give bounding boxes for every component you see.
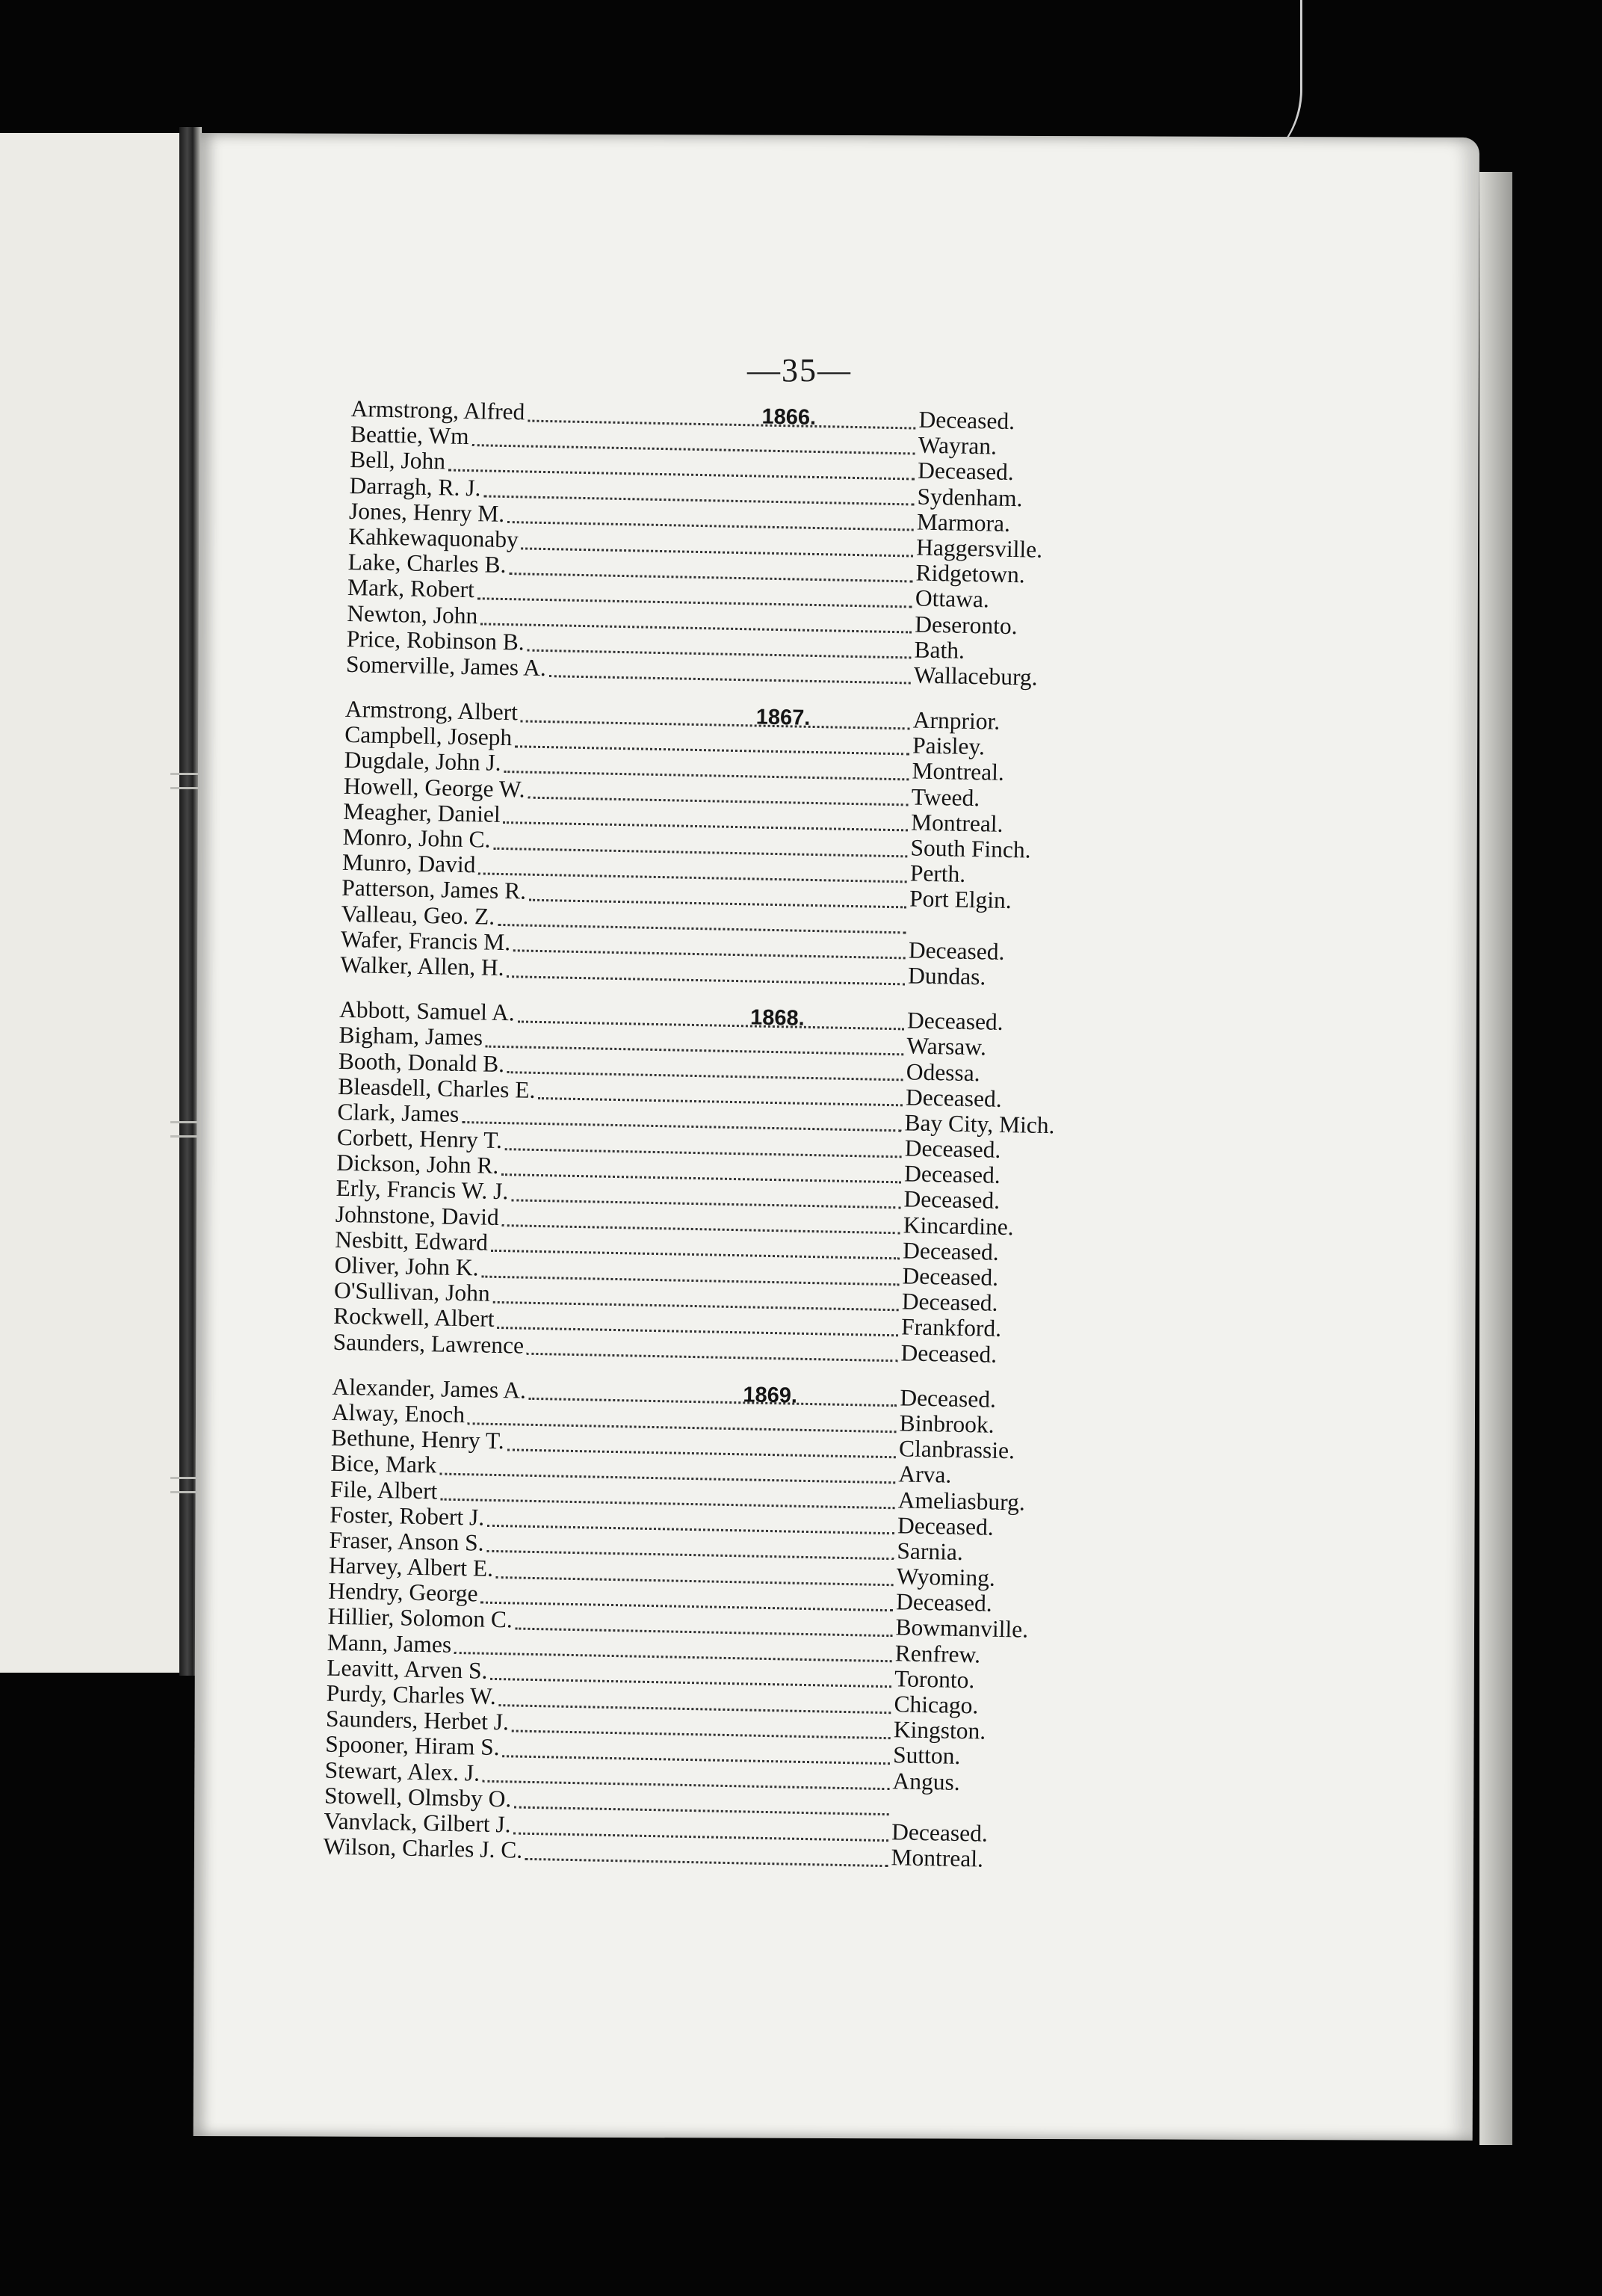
entry-name: Valleau, Geo. Z.: [341, 900, 495, 930]
entry-place: Deceased.: [908, 936, 1005, 965]
entry-place: Dundas.: [907, 962, 986, 990]
entry-place: Angus.: [892, 1767, 961, 1795]
entry-name: Leavitt, Arven S.: [327, 1654, 488, 1684]
entry-place: Bay City, Mich.: [904, 1109, 1055, 1139]
entry-name: Foster, Robert J.: [329, 1501, 485, 1531]
entry-name: Bell, John: [350, 446, 446, 475]
entry-place: Binbrook.: [899, 1410, 995, 1438]
entry-place: Deceased.: [900, 1384, 997, 1413]
entry-place: Deceased.: [906, 1007, 1003, 1036]
entry-name: Oliver, John K.: [334, 1251, 479, 1281]
entry-place: Toronto.: [894, 1665, 975, 1694]
entry-name: Munro, David: [341, 849, 476, 878]
entry-name: Monro, John C.: [342, 823, 491, 853]
entry-name: Alway, Enoch: [331, 1398, 466, 1428]
entry-place: [909, 932, 1058, 935]
entry-place: Deceased.: [891, 1818, 989, 1847]
entry-name: Corbett, Henry T.: [336, 1123, 503, 1154]
entry-name: File, Albert: [330, 1475, 438, 1504]
entry-place: Deseronto.: [914, 611, 1018, 639]
binding-stitch: [170, 1121, 199, 1138]
entry-place: Clanbrassie.: [898, 1435, 1015, 1464]
entry-name: Armstrong, Albert: [344, 695, 519, 726]
entry-place: Deceased.: [901, 1288, 998, 1317]
year-section: [323, 1374, 1049, 1874]
year-heading: 1866.: [761, 404, 817, 430]
entry-place: Deceased.: [904, 1135, 1001, 1163]
entry-name: Bleasdell, Charles E.: [337, 1073, 536, 1103]
entry-place: Deceased.: [917, 457, 1015, 486]
binding-stitch: [170, 773, 199, 789]
entry-name: Howell, George W.: [343, 772, 525, 803]
entry-place: Wyoming.: [896, 1563, 996, 1591]
entry-name: Newton, John: [347, 599, 478, 629]
entry-place: Warsaw.: [906, 1032, 987, 1061]
entry-place: Arva.: [898, 1460, 952, 1488]
entry-name: Mann, James: [327, 1629, 452, 1658]
entry-name: Alexander, James A.: [332, 1373, 527, 1404]
entry-place: Port Elgin.: [909, 885, 1012, 914]
entry-name: Wilson, Charles J. C.: [323, 1833, 523, 1863]
entry-name: Purdy, Charles W.: [326, 1679, 497, 1710]
entry-name: Lake, Charles B.: [347, 549, 507, 578]
entry-place: Kingston.: [893, 1716, 986, 1744]
entry-name: Harvey, Albert E.: [328, 1552, 494, 1581]
entry-name: Johnstone, David: [335, 1200, 500, 1230]
binding-stitch: [170, 1477, 199, 1493]
entry-name: Nesbitt, Edward: [335, 1226, 489, 1256]
entry-name: Stowell, Olmsby O.: [324, 1782, 512, 1812]
entry-place: Sutton.: [892, 1741, 961, 1770]
dot-leader: [527, 1347, 898, 1363]
year-heading: 1868.: [749, 1005, 805, 1031]
entry-place: Ottawa.: [915, 584, 990, 613]
entry-name: Campbell, Joseph: [344, 721, 513, 751]
entry-place: Montreal.: [912, 757, 1005, 786]
year-heading: 1867.: [755, 705, 811, 730]
entry-place: Wallaceburg.: [913, 661, 1038, 691]
entry-name: Beattie, Wm: [350, 421, 469, 450]
entry-name: Vanvlack, Gilbert J.: [324, 1807, 511, 1838]
entry-name: Kahkewaquonaby: [348, 522, 519, 553]
entry-place: Deceased.: [902, 1237, 1000, 1265]
entry-name: Walker, Allen, H.: [340, 951, 504, 981]
entry-place: South Finch.: [910, 834, 1031, 863]
year-section: [340, 697, 1063, 991]
entry-place: Renfrew.: [894, 1639, 981, 1668]
entry-place: Montreal.: [910, 809, 1003, 837]
entry-name: O'Sullivan, John: [333, 1277, 491, 1306]
entry-name: Somerville, James A.: [345, 650, 547, 681]
entry-name: Stewart, Alex. J.: [324, 1756, 480, 1786]
entry-place: Deceased.: [900, 1339, 998, 1368]
entry-place: Montreal.: [891, 1844, 984, 1872]
entry-name: Wafer, Francis M.: [340, 925, 511, 955]
entry-name: Booth, Donald B.: [338, 1047, 505, 1077]
left-page: [0, 133, 179, 1673]
dot-leader: [525, 1852, 888, 1867]
entry-place: Deceased.: [918, 406, 1015, 435]
year-section: [333, 997, 1057, 1368]
dot-leader: [549, 670, 911, 685]
entry-place: Kincardine.: [903, 1212, 1014, 1240]
entry-place: Deceased.: [905, 1084, 1002, 1112]
entry-place: Marmora.: [916, 508, 1011, 537]
entry-place: Frankford.: [900, 1313, 1002, 1342]
entry-place: Perth.: [909, 860, 966, 888]
entry-place: Sydenham.: [917, 483, 1023, 511]
entry-name: Jones, Henry M.: [348, 497, 505, 527]
entry-place: Paisley.: [912, 732, 986, 760]
entry-name: Bice, Mark: [330, 1450, 437, 1478]
entry-name: Saunders, Herbet J.: [325, 1705, 510, 1735]
entry-name: Hendry, George: [327, 1577, 478, 1607]
entry-place: Deceased.: [903, 1160, 1001, 1189]
entry-name: Saunders, Lawrence: [333, 1328, 525, 1359]
entry-name: Fraser, Anson S.: [329, 1526, 484, 1556]
entry-name: Armstrong, Alfred: [350, 395, 525, 425]
alumni-listing: [323, 396, 1068, 1892]
entry-place: Chicago.: [894, 1691, 979, 1719]
entry-place: [892, 1814, 1042, 1817]
entry-place: Deceased.: [895, 1588, 993, 1617]
entry-place: Odessa.: [906, 1058, 980, 1086]
entry-name: Rockwell, Albert: [333, 1303, 495, 1333]
entry-name: Dickson, John R.: [335, 1149, 499, 1179]
entry-place: Haggersville.: [915, 534, 1043, 563]
entry-name: Dugdale, John J.: [344, 747, 501, 777]
year-heading: 1869.: [743, 1383, 798, 1408]
entry-name: Darragh, R. J.: [349, 472, 481, 501]
entry-place: Arnprior.: [912, 706, 1001, 735]
entry-place: Bowmanville.: [895, 1614, 1029, 1644]
dot-leader: [507, 969, 905, 985]
entry-name: Patterson, James R.: [341, 874, 527, 904]
entry-name: Erly, Francis W. J.: [335, 1175, 509, 1205]
entry-place: Tweed.: [911, 783, 980, 811]
entry-name: Price, Robinson B.: [346, 625, 525, 655]
entry-name: Clark, James: [337, 1098, 460, 1127]
year-section: [346, 396, 1068, 691]
page-number: —35—: [747, 352, 852, 389]
entry-place: Wayran.: [918, 431, 998, 460]
entry-name: Mark, Robert: [347, 574, 475, 603]
entry-place: Ridgetown.: [915, 559, 1026, 588]
page-edge: [1479, 172, 1512, 2145]
entry-place: Deceased.: [903, 1185, 1001, 1215]
entry-place: Sarnia.: [897, 1537, 964, 1565]
entry-place: Bath.: [914, 636, 965, 664]
entry-name: Abbott, Samuel A.: [338, 996, 516, 1026]
entry-place: Deceased.: [902, 1262, 999, 1291]
entry-name: Hillier, Solomon C.: [327, 1603, 513, 1633]
entry-name: Spooner, Hiram S.: [325, 1731, 500, 1761]
entry-name: Bigham, James: [338, 1022, 483, 1051]
entry-place: Deceased.: [897, 1512, 994, 1540]
entry-place: Ameliasburg.: [897, 1486, 1026, 1516]
entry-name: Bethune, Henry T.: [330, 1424, 505, 1454]
entry-name: Meagher, Daniel: [343, 797, 501, 827]
